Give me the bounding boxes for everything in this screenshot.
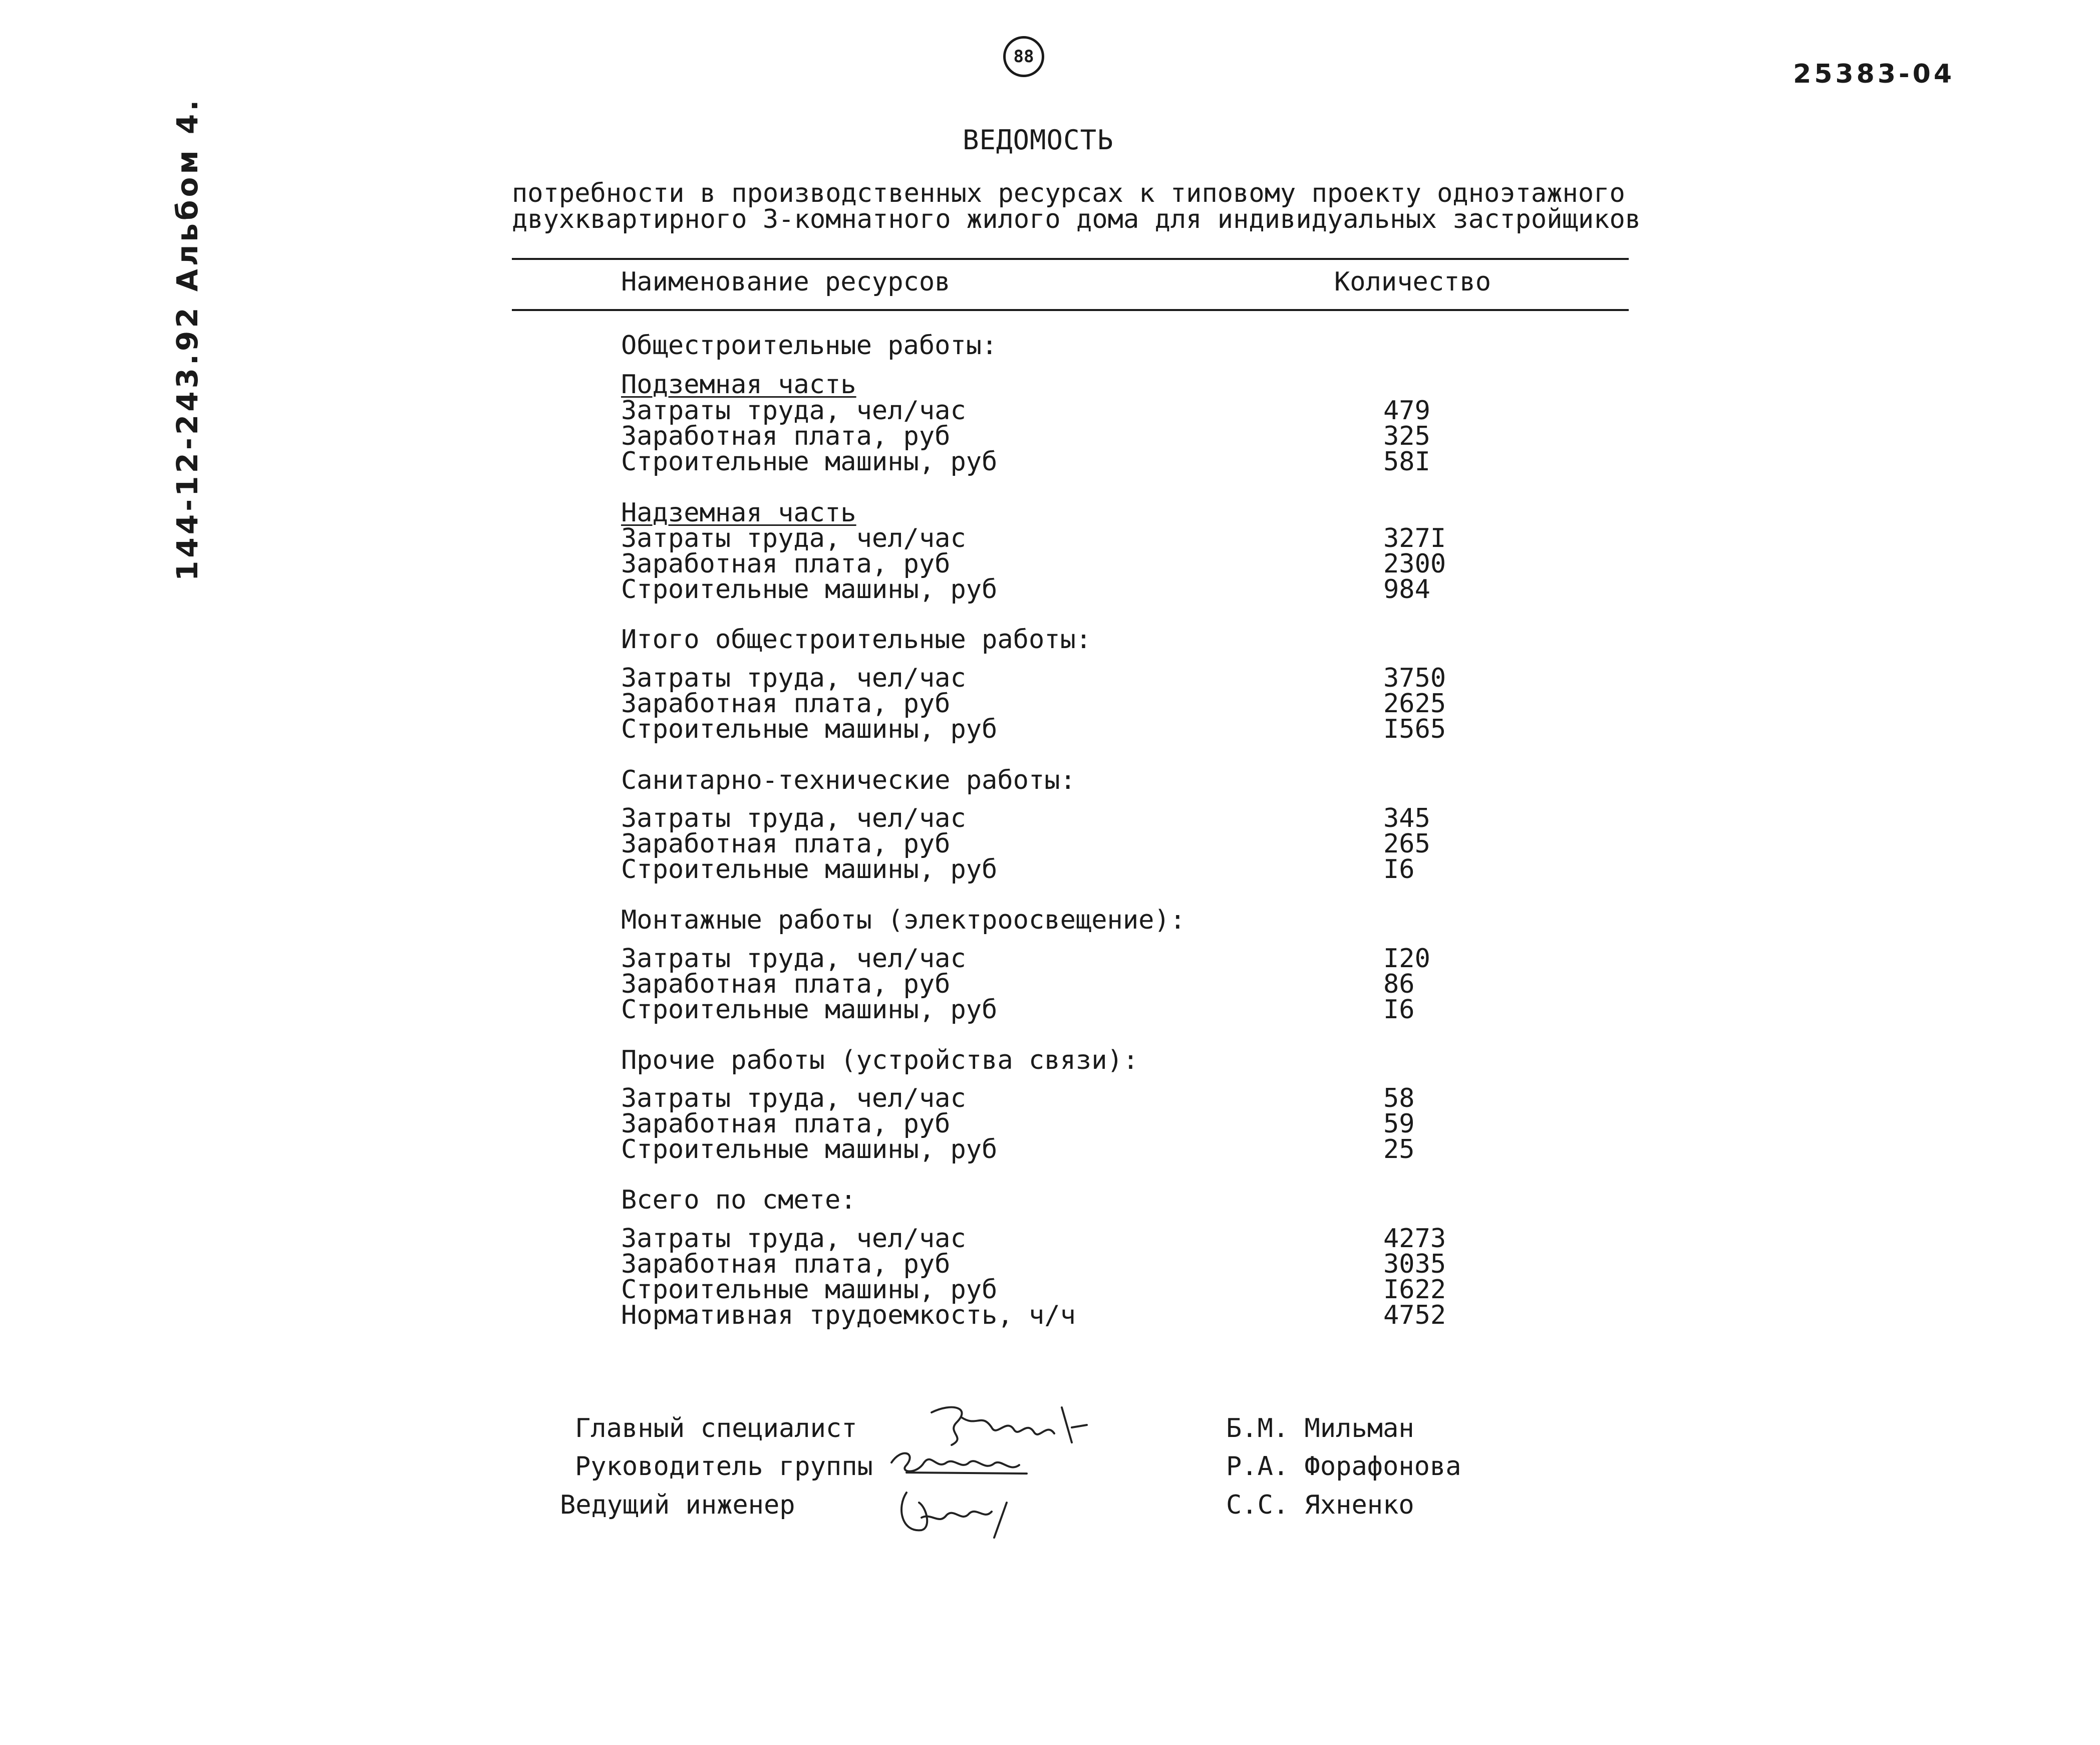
section-heading: Подземная часть <box>621 370 856 400</box>
page-number: 88 <box>1003 36 1044 77</box>
row-value: I622 <box>1383 1275 1446 1305</box>
handwritten-signature-3 <box>891 1483 1042 1543</box>
row-value: 479 <box>1383 396 1430 426</box>
signature-role: Руководитель группы <box>575 1451 873 1482</box>
signature-role: Главный специалист <box>575 1413 857 1443</box>
document-title: ВЕДОМОСТЬ <box>963 124 1114 156</box>
row-label: Строительные машины, руб <box>621 995 998 1025</box>
row-value: 2300 <box>1383 549 1446 579</box>
section-heading: Прочие работы (устройства связи): <box>621 1045 1139 1075</box>
row-value: 86 <box>1383 969 1415 999</box>
row-value: 58I <box>1383 447 1430 477</box>
row-value: I565 <box>1383 714 1446 744</box>
section-heading: Общестроительные работы: <box>621 331 998 361</box>
column-header-quantity: Количество <box>1334 267 1491 297</box>
row-label: Заработная плата, руб <box>621 421 951 451</box>
row-value: 58 <box>1383 1083 1415 1113</box>
signatory-name: С.С. Яхненко <box>1226 1490 1414 1520</box>
subtitle-line-1: потребности в производственных ресурсах к типовому проекту одноэтажного <box>512 178 1625 208</box>
row-label: Затраты труда, чел/час <box>621 803 966 833</box>
row-label: Строительные машины, руб <box>621 574 998 605</box>
signatory-name: Р.А. Форафонова <box>1226 1451 1461 1482</box>
row-label: Затраты труда, чел/час <box>621 396 966 426</box>
section-heading: Всего по смете: <box>621 1185 856 1215</box>
row-value: 59 <box>1383 1109 1415 1139</box>
row-value: 345 <box>1383 803 1430 833</box>
signatory-name: Б.М. Мильман <box>1226 1413 1414 1443</box>
row-label: Строительные машины, руб <box>621 714 998 744</box>
row-value: I6 <box>1383 995 1415 1025</box>
section-heading: Санитарно-технические работы: <box>621 765 1076 795</box>
album-code: 144-12-243.92 Альбом 4. <box>170 97 204 581</box>
row-label: Затраты труда, чел/час <box>621 1224 966 1254</box>
section-heading: Надземная часть <box>621 498 856 528</box>
row-label: Заработная плата, руб <box>621 1109 951 1139</box>
row-label: Заработная плата, руб <box>621 1249 951 1279</box>
row-value: 265 <box>1383 829 1430 859</box>
row-value: 25 <box>1383 1134 1415 1165</box>
column-header-name: Наименование ресурсов <box>621 267 951 297</box>
section-heading: Итого общестроительные работы: <box>621 625 1092 655</box>
section-heading: Монтажные работы (электроосвещение): <box>621 905 1186 935</box>
row-value: 984 <box>1383 574 1430 605</box>
row-label: Затраты труда, чел/час <box>621 944 966 974</box>
row-label: Строительные машины, руб <box>621 1275 998 1305</box>
row-value: I6 <box>1383 854 1415 885</box>
row-value: 327I <box>1383 523 1446 553</box>
row-value: I20 <box>1383 944 1430 974</box>
subtitle-line-2: двухквартирного 3-комнатного жилого дома для индивидуальных застройщиков <box>512 204 1641 234</box>
row-label: Затраты труда, чел/час <box>621 663 966 693</box>
row-value: 3750 <box>1383 663 1446 693</box>
signature-role: Ведущий инженер <box>560 1490 795 1520</box>
row-label: Заработная плата, руб <box>621 549 951 579</box>
row-label: Заработная плата, руб <box>621 689 951 719</box>
row-label: Заработная плата, руб <box>621 969 951 999</box>
row-label: Строительные машины, руб <box>621 1134 998 1165</box>
row-value: 4273 <box>1383 1224 1446 1254</box>
row-value: 4752 <box>1383 1300 1446 1330</box>
row-label: Затраты труда, чел/час <box>621 523 966 553</box>
row-value: 325 <box>1383 421 1430 451</box>
row-value: 2625 <box>1383 689 1446 719</box>
row-value: 3035 <box>1383 1249 1446 1279</box>
row-label: Затраты труда, чел/час <box>621 1083 966 1113</box>
row-label: Строительные машины, руб <box>621 854 998 885</box>
row-label: Строительные машины, руб <box>621 447 998 477</box>
handwritten-signature-2 <box>886 1442 1037 1483</box>
row-label: Заработная плата, руб <box>621 829 951 859</box>
row-label: Нормативная трудоемкость, ч/ч <box>621 1300 1076 1330</box>
document-code: 25383-04 <box>1793 59 1955 89</box>
